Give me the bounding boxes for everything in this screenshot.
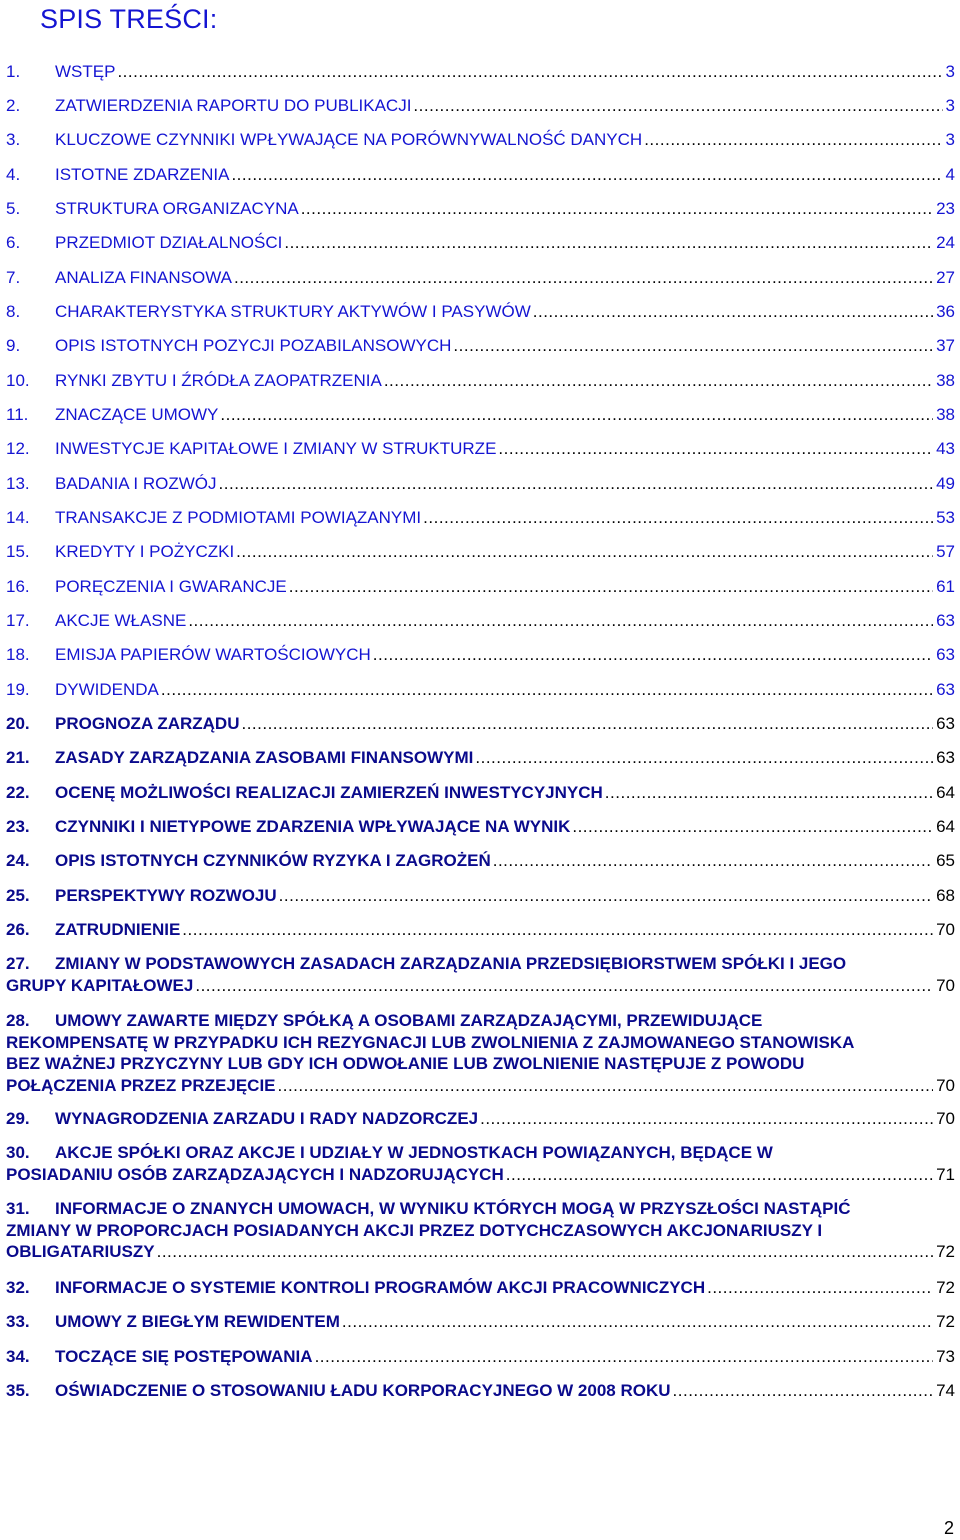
toc-entry[interactable]: [6, 61, 955, 83]
toc-entry-number: 18.: [6, 645, 30, 664]
toc-entry-number: 13.: [6, 474, 30, 493]
toc-entry-line: [6, 1380, 955, 1402]
toc-entry-number: 27.: [6, 954, 30, 973]
toc-entry-line: [6, 747, 955, 769]
toc-entry-title: INWESTYCJE KAPITAŁOWE I ZMIANY W STRUKTURZE: [55, 439, 497, 458]
toc-entry-number: 3.: [6, 130, 21, 149]
toc-entry-page: 23: [936, 199, 955, 218]
toc-entry[interactable]: [6, 198, 955, 220]
toc-entry-title: BEZ WAŻNEJ PRZYCZYNY LUB GDY ICH ODWOŁANIE LUB ZWOLNIENIE NASTĘPUJE Z POWODU: [6, 1054, 805, 1074]
toc-entry-title: PERSPEKTYWY ROZWOJU: [55, 886, 277, 905]
toc-entry-line: [6, 850, 955, 872]
toc-entry-title: BADANIA I ROZWÓJ: [55, 474, 217, 493]
toc-entry-number: 30.: [6, 1143, 30, 1162]
toc-dot-leader: [278, 1075, 934, 1097]
toc-entry[interactable]: [6, 1142, 955, 1185]
toc-dot-leader: [188, 610, 933, 632]
toc-entry-number: 7.: [6, 268, 21, 287]
toc-dot-leader: [413, 95, 942, 117]
toc-entry[interactable]: [6, 129, 955, 151]
toc-entry-page: 70: [936, 920, 955, 939]
toc-entry-number: 35.: [6, 1381, 30, 1400]
toc-entry[interactable]: [6, 610, 955, 632]
toc-dot-leader: [572, 816, 933, 838]
toc-entry-page: 70: [936, 1075, 955, 1095]
toc-entry-title: TRANSAKCJE Z PODMIOTAMI POWIĄZANYMI: [55, 508, 422, 527]
toc-entry-line: [6, 1346, 955, 1368]
toc-dot-leader: [195, 975, 933, 997]
toc-entry-page: 49: [936, 474, 955, 493]
toc-entry-line: [6, 541, 955, 563]
toc-dot-leader: [219, 473, 934, 495]
toc-entry-line: [6, 335, 955, 357]
toc-entry-page: 72: [936, 1242, 955, 1262]
toc-entry-line: [6, 164, 955, 186]
toc-dot-leader: [117, 61, 942, 83]
toc-entry[interactable]: [6, 1380, 955, 1402]
toc-entry-line: [6, 1164, 955, 1186]
toc-entry[interactable]: [6, 370, 955, 392]
toc-entry-number: 8.: [6, 302, 21, 321]
toc-entry-number: 4.: [6, 165, 21, 184]
toc-dot-leader: [453, 335, 933, 357]
toc-entry-page: 70: [936, 1109, 955, 1128]
toc-entry-line: [6, 1198, 955, 1220]
toc-entry-title: OBLIGATARIUSZY: [6, 1242, 155, 1262]
toc-entry-number: 17.: [6, 611, 30, 630]
toc-entry[interactable]: [6, 1346, 955, 1368]
toc-entry[interactable]: [6, 95, 955, 117]
toc-entry-number: 26.: [6, 920, 30, 939]
toc-entry[interactable]: [6, 1311, 955, 1333]
toc-entry[interactable]: [6, 713, 955, 735]
toc-entry-title: INFORMACJE O SYSTEMIE KONTROLI PROGRAMÓW AKCJI PRACOWNICZYCH: [55, 1278, 706, 1297]
toc-entry-line: [6, 885, 955, 907]
toc-dot-leader: [605, 782, 933, 804]
toc-dot-leader: [493, 850, 933, 872]
toc-dot-leader: [707, 1277, 933, 1299]
toc-dot-leader: [423, 507, 933, 529]
toc-entry-line: [6, 679, 955, 701]
toc-entry-page: 63: [936, 680, 955, 699]
toc-entry-number: 6.: [6, 233, 21, 252]
toc-entry-line: [6, 1142, 955, 1164]
toc-entry-line: [6, 1220, 955, 1242]
toc-dot-leader: [289, 576, 933, 598]
toc-entry-title: DYWIDENDA: [55, 680, 159, 699]
toc-dot-leader: [342, 1311, 933, 1333]
toc-entry-title: REKOMPENSATĘ W PRZYPADKU ICH REZYGNACJI LUB ZWOLNIENIA Z ZAJMOWANEGO STANOWISKA: [6, 1032, 855, 1052]
toc-entry-line: [6, 438, 955, 460]
toc-entry-number: 23.: [6, 817, 30, 836]
toc-entry-line: [6, 782, 955, 804]
toc-entry-page: 68: [936, 886, 955, 905]
toc-entry[interactable]: [6, 850, 955, 872]
toc-entry-number: 22.: [6, 783, 30, 802]
toc-entry-page: 57: [936, 542, 955, 561]
toc-entry-line: [6, 1241, 955, 1263]
toc-entry-page: 38: [936, 371, 955, 390]
toc-entry-page: 37: [936, 336, 955, 355]
toc-entry[interactable]: [6, 747, 955, 769]
toc-entry-title: PORĘCZENIA I GWARANCJE: [55, 577, 287, 596]
toc-entry-title: OPIS ISTOTNYCH POZYCJI POZABILANSOWYCH: [55, 336, 452, 355]
toc-dot-leader: [236, 541, 933, 563]
toc-entry-line: [6, 975, 955, 997]
toc-entry-title: WSTĘP: [55, 62, 116, 81]
toc-entry-number: 32.: [6, 1278, 30, 1297]
toc-entry[interactable]: [6, 404, 955, 426]
toc-dot-leader: [644, 129, 942, 151]
toc-entry[interactable]: [6, 953, 955, 996]
toc-entry-page: 64: [936, 783, 955, 802]
toc-entry-page: 38: [936, 405, 955, 424]
toc-entry[interactable]: [6, 164, 955, 186]
toc-entry-title: CZYNNIKI I NIETYPOWE ZDARZENIA WPŁYWAJĄCE NA WYNIK: [55, 817, 571, 836]
toc-entry-title: KREDYTY I POŻYCZKI: [55, 542, 235, 561]
toc-entry-page: 3: [945, 130, 955, 149]
toc-entry-number: 21.: [6, 748, 30, 767]
toc-dot-leader: [182, 919, 933, 941]
toc-entry-title: AKCJE WŁASNE: [55, 611, 187, 630]
toc-entry-line: [6, 95, 955, 117]
toc-entry-title: ZMIANY W PODSTAWOWYCH ZASADACH ZARZĄDZANIA PRZEDSIĘBIORSTWEM SPÓŁKI I JEGO: [55, 954, 847, 973]
toc-entry-line: [6, 301, 955, 323]
toc-entry-title: UMOWY Z BIEGŁYM REWIDENTEM: [55, 1312, 340, 1331]
toc-dot-leader: [220, 404, 933, 426]
toc-entry-title: ISTOTNE ZDARZENIA: [55, 165, 230, 184]
toc-entry-number: 15.: [6, 542, 30, 561]
toc-entry-line: [6, 1053, 955, 1075]
toc-entry-page: 72: [936, 1312, 955, 1331]
toc-entry[interactable]: [6, 438, 955, 460]
toc-entry-page: 65: [936, 851, 955, 870]
toc-dot-leader: [301, 198, 933, 220]
toc-dot-leader: [157, 1241, 933, 1263]
toc-entry-page: 71: [936, 1164, 955, 1184]
toc-entry-page: 4: [945, 165, 955, 184]
toc-entry[interactable]: [6, 679, 955, 701]
toc-entry-number: 28.: [6, 1011, 30, 1030]
toc-entry[interactable]: [6, 1108, 955, 1130]
toc-entry-title: GRUPY KAPITAŁOWEJ: [6, 975, 194, 995]
toc-entry-page: 63: [936, 611, 955, 630]
toc-entry-line: [6, 507, 955, 529]
toc-entry-number: 11.: [6, 405, 29, 424]
toc-dot-leader: [279, 885, 933, 907]
toc-entry-number: 1.: [6, 62, 21, 81]
toc-entry-page: 24: [936, 233, 955, 252]
toc-entry-line: [6, 576, 955, 598]
toc-dot-leader: [161, 679, 933, 701]
toc-entry-line: [6, 404, 955, 426]
toc-entry-number: 31.: [6, 1199, 30, 1218]
toc-entry-title: PRZEDMIOT DZIAŁALNOŚCI: [55, 233, 283, 252]
toc-entry-number: 20.: [6, 714, 30, 733]
toc-dot-leader: [384, 370, 933, 392]
toc-entry-title: ZATRUDNIENIE: [55, 920, 181, 939]
toc-entry-title: OŚWIADCZENIE O STOSOWANIU ŁADU KORPORACYJNEGO W 2008 ROKU: [55, 1381, 671, 1400]
toc-entry-number: 14.: [6, 508, 30, 527]
toc-entry-page: 63: [936, 714, 955, 733]
toc-entry-page: 63: [936, 748, 955, 767]
toc-entry-number: 19.: [6, 680, 30, 699]
toc-entry-line: [6, 953, 955, 975]
toc-entry-page: 63: [936, 645, 955, 664]
toc-entry[interactable]: [6, 232, 955, 254]
toc-entry[interactable]: [6, 335, 955, 357]
toc-entry-line: [6, 232, 955, 254]
toc-entry[interactable]: [6, 301, 955, 323]
toc-dot-leader: [506, 1164, 933, 1186]
toc-dot-leader: [533, 301, 933, 323]
toc-entry-page: 53: [936, 508, 955, 527]
toc-entry-title: AKCJE SPÓŁKI ORAZ AKCJE I UDZIAŁY W JEDNOSTKACH POWIĄZANYCH, BĘDĄCE W: [55, 1143, 773, 1162]
toc-entry-title: RYNKI ZBYTU I ŹRÓDŁA ZAOPATRZENIA: [55, 371, 382, 390]
page-title: SPIS TREŚCI:: [40, 4, 218, 34]
toc-dot-leader: [480, 1108, 933, 1130]
toc-entry-title: POŁĄCZENIA PRZEZ PRZEJĘCIE: [6, 1075, 276, 1095]
toc-entry-page: 73: [936, 1347, 955, 1366]
toc-entry-line: [6, 610, 955, 632]
toc-dot-leader: [475, 747, 933, 769]
toc-entry-line: [6, 816, 955, 838]
toc-entry-line: [6, 1032, 955, 1054]
toc-entry-number: 10.: [6, 371, 30, 390]
toc-entry[interactable]: [6, 644, 955, 666]
toc-entry-page: 43: [936, 439, 955, 458]
toc-entry-number: 2.: [6, 96, 21, 115]
toc-entry-number: 9.: [6, 336, 21, 355]
toc-entry-number: 24.: [6, 851, 30, 870]
toc-entry[interactable]: [6, 919, 955, 941]
toc-entry-title: OPIS ISTOTNYCH CZYNNIKÓW RYZYKA I ZAGROŻEŃ: [55, 851, 491, 870]
toc-entry-number: 12.: [6, 439, 30, 458]
toc-entry-title: OCENĘ MOŻLIWOŚCI REALIZACJI ZAMIERZEŃ INWESTYCYJNYCH: [55, 783, 603, 802]
toc-entry-page: 27: [936, 268, 955, 287]
page-number: 2: [943, 1518, 954, 1538]
toc-entry-title: POSIADANIU OSÓB ZARZĄDZAJĄCYCH I NADZORUJĄCYCH: [6, 1164, 504, 1184]
toc-entry-line: [6, 1075, 955, 1097]
toc-entry-title: UMOWY ZAWARTE MIĘDZY SPÓŁKĄ A OSOBAMI ZARZĄDZAJĄCYMI, PRZEWIDUJĄCE: [55, 1011, 763, 1030]
toc-dot-leader: [234, 267, 933, 289]
toc-entry-page: 70: [936, 975, 955, 995]
toc-entry-line: [6, 1311, 955, 1333]
toc-entry-page: 64: [936, 817, 955, 836]
toc-entry[interactable]: [6, 782, 955, 804]
toc-dot-leader: [284, 232, 933, 254]
toc-entry[interactable]: [6, 541, 955, 563]
toc-entry-title: PROGNOZA ZARZĄDU: [55, 714, 240, 733]
toc-entry-number: 34.: [6, 1347, 30, 1366]
toc-entry[interactable]: [6, 1277, 955, 1299]
toc-entry-title: ZNACZĄCE UMOWY: [55, 405, 219, 424]
toc-dot-leader: [231, 164, 942, 186]
toc-entry-page: 3: [945, 62, 955, 81]
toc-entry-line: [6, 1108, 955, 1130]
toc-entry-page: 72: [936, 1278, 955, 1297]
toc-entry[interactable]: [6, 473, 955, 495]
toc-entry[interactable]: [6, 1198, 955, 1263]
toc-entry-line: [6, 919, 955, 941]
toc-dot-leader: [315, 1346, 934, 1368]
toc-entry-title: STRUKTURA ORGANIZACYNA: [55, 199, 299, 218]
toc-entry[interactable]: [6, 885, 955, 907]
toc-entry-page: 74: [936, 1381, 955, 1400]
toc-entry-line: [6, 198, 955, 220]
toc-entry-number: 16.: [6, 577, 30, 596]
toc-entry-line: [6, 129, 955, 151]
toc-dot-leader: [673, 1380, 934, 1402]
toc-entry-title: KLUCZOWE CZYNNIKI WPŁYWAJĄCE NA PORÓWNYWALNOŚĆ DANYCH: [55, 130, 643, 149]
toc-entry[interactable]: [6, 816, 955, 838]
toc-entry[interactable]: [6, 576, 955, 598]
toc-entry-number: 29.: [6, 1109, 30, 1128]
toc-entry-line: [6, 370, 955, 392]
toc-entry-title: ANALIZA FINANSOWA: [55, 268, 232, 287]
toc-dot-leader: [241, 713, 933, 735]
toc-entry-page: 61: [936, 577, 955, 596]
toc-entry-title: WYNAGRODZENIA ZARZADU I RADY NADZORCZEJ: [55, 1109, 479, 1128]
toc-entry-title: ZASADY ZARZĄDZANIA ZASOBAMI FINANSOWYMI: [55, 748, 474, 767]
toc-entry-title: ZATWIERDZENIA RAPORTU DO PUBLIKACJI: [55, 96, 412, 115]
toc-entry[interactable]: [6, 1010, 955, 1096]
toc-entry-page: 36: [936, 302, 955, 321]
toc-entry-line: [6, 713, 955, 735]
toc-entry[interactable]: [6, 267, 955, 289]
toc-entry-line: [6, 644, 955, 666]
toc-entry-line: [6, 61, 955, 83]
toc-dot-leader: [373, 644, 933, 666]
toc-dot-leader: [498, 438, 933, 460]
toc-entry-line: [6, 473, 955, 495]
toc-entry-number: 5.: [6, 199, 21, 218]
toc-entry-title: EMISJA PAPIERÓW WARTOŚCIOWYCH: [55, 645, 371, 664]
toc-entry-number: 33.: [6, 1312, 30, 1331]
toc-entry-number: 25.: [6, 886, 30, 905]
toc-entry-line: [6, 1010, 955, 1032]
toc-entry[interactable]: [6, 507, 955, 529]
toc-entry-title: TOCZĄCE SIĘ POSTĘPOWANIA: [55, 1347, 313, 1366]
toc-entry-line: [6, 1277, 955, 1299]
toc-entry-title: INFORMACJE O ZNANYCH UMOWACH, W WYNIKU KTÓRYCH MOGĄ W PRZYSZŁOŚCI NASTĄPIĆ: [55, 1199, 851, 1218]
toc-entry-title: CHARAKTERYSTYKA STRUKTURY AKTYWÓW I PASYWÓW: [55, 302, 531, 321]
toc-entry-page: 3: [945, 96, 955, 115]
toc-entry-line: [6, 267, 955, 289]
toc-entry-title: ZMIANY W PROPORCJACH POSIADANYCH AKCJI PRZEZ DOTYCHCZASOWYCH AKCJONARIUSZY I: [6, 1220, 823, 1240]
